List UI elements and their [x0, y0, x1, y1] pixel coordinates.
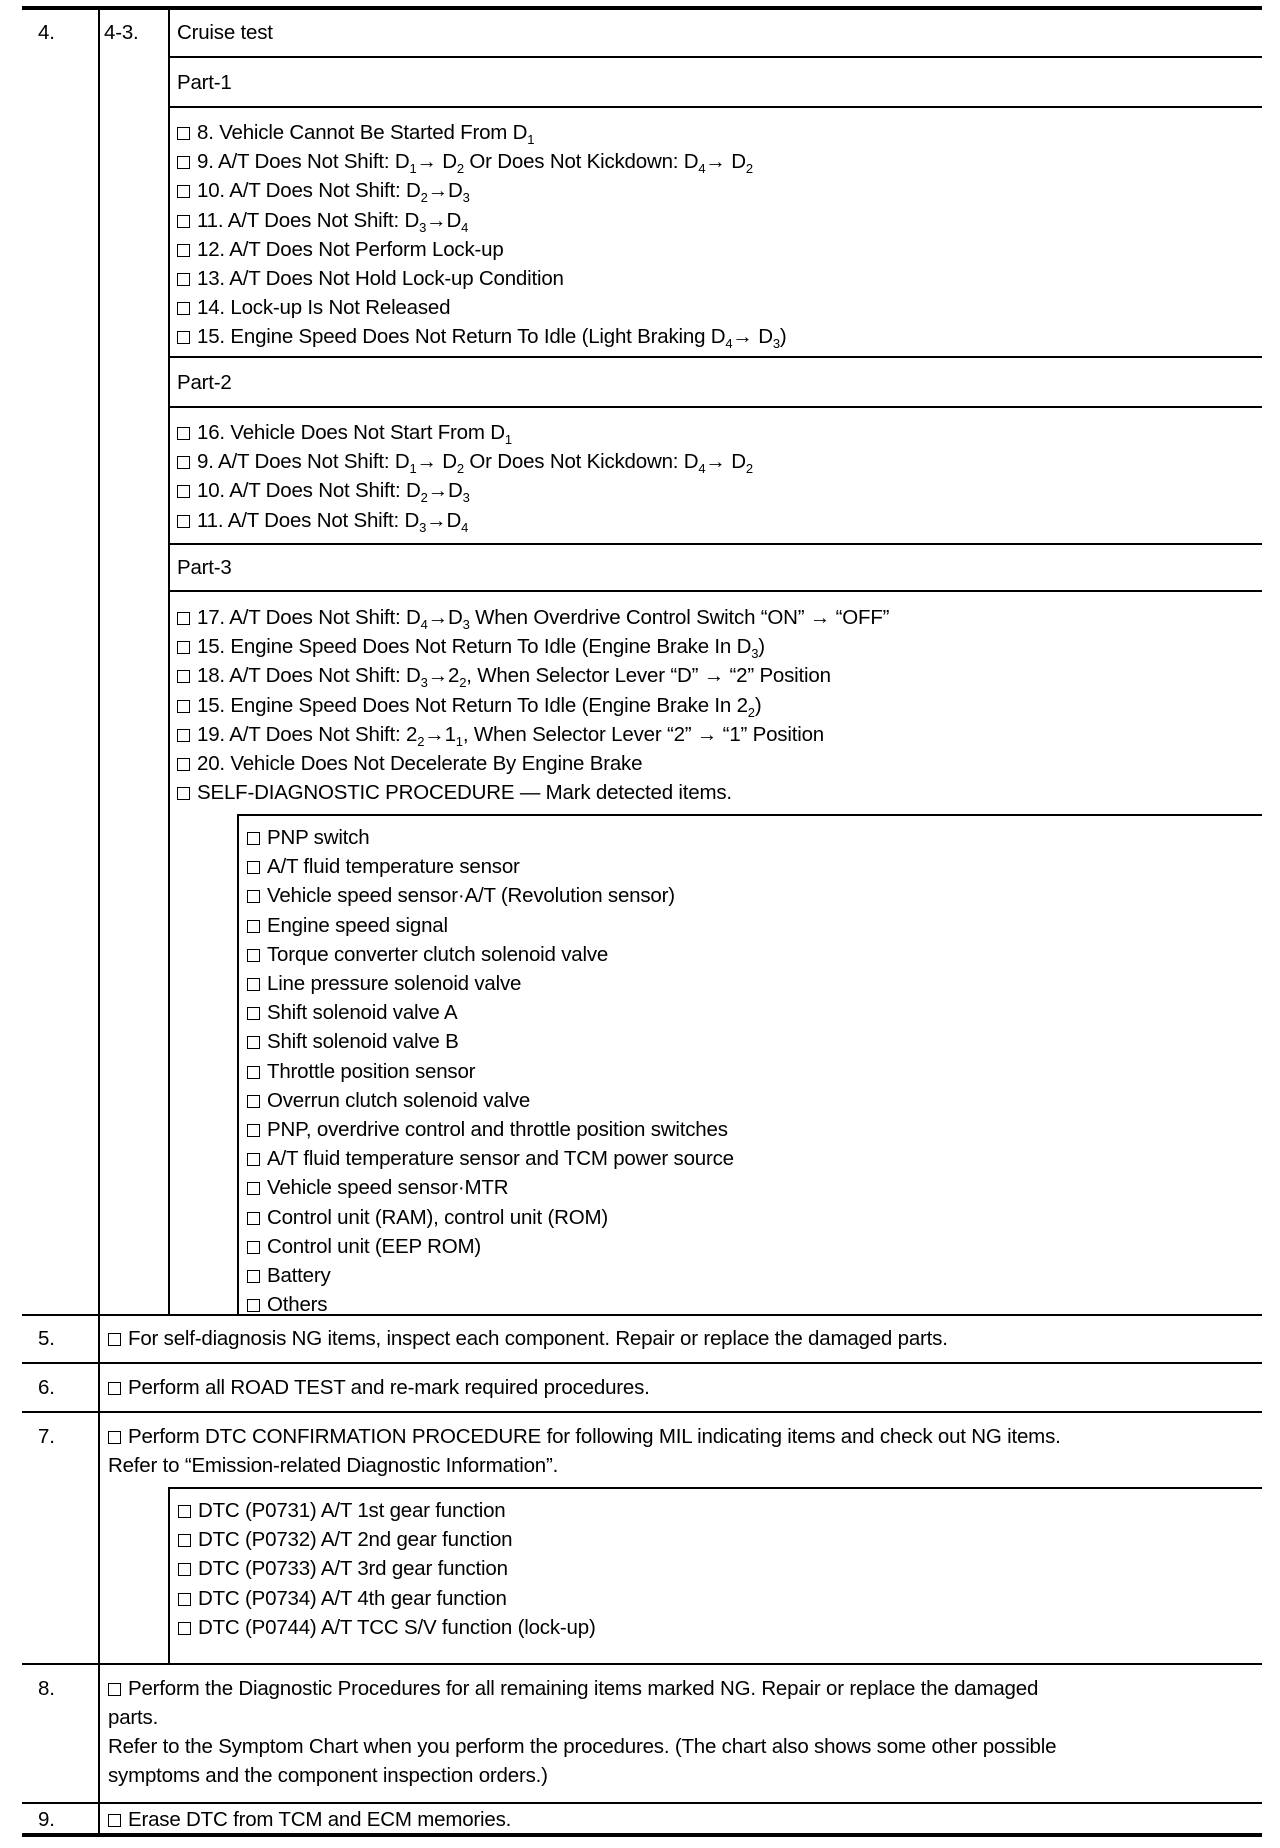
item-text: Throttle position sensor	[267, 1059, 476, 1083]
checkbox[interactable]	[247, 1036, 260, 1049]
checklist-item	[247, 1115, 734, 1144]
checkbox[interactable]	[177, 185, 190, 198]
item-text: )	[758, 635, 765, 659]
step-8-text-line1: Perform the Diagnostic Procedures for all remaining items marked NG. Repair or replace the damaged	[128, 1677, 1039, 1700]
item-text: 11. A/T Does Not Shift: D	[197, 508, 420, 532]
item-text: 18. A/T Does Not Shift: D	[197, 664, 421, 688]
subscript: 2	[417, 733, 425, 749]
subscript: 1	[527, 132, 535, 147]
checklist-item	[177, 603, 889, 632]
step-9-item	[108, 1805, 511, 1834]
dtc-list	[178, 1496, 596, 1642]
checkbox[interactable]	[108, 1333, 121, 1346]
item-text: PNP, overdrive control and throttle position switches	[267, 1118, 728, 1142]
checkbox[interactable]	[177, 156, 190, 169]
checkbox[interactable]	[178, 1563, 191, 1576]
item-text: DTC (P0744) A/T TCC S/V function (lock-up)	[198, 1615, 596, 1639]
subscript: 3	[751, 646, 759, 662]
item-text: 19. A/T Does Not Shift: 2	[197, 722, 418, 746]
checklist-item	[177, 778, 889, 807]
row-divider	[168, 356, 1262, 358]
checklist-item	[177, 322, 787, 351]
item-text: Others	[267, 1293, 328, 1317]
checkbox[interactable]	[177, 758, 190, 771]
part-1-label: Part-1	[177, 71, 232, 94]
step-5-item	[108, 1324, 948, 1353]
subscript: 1	[409, 161, 417, 177]
subscript: 2	[745, 161, 753, 177]
col-divider-selfdiag	[237, 815, 239, 1315]
subscript: 1	[409, 461, 417, 477]
checkbox[interactable]	[178, 1622, 191, 1635]
substep-number: 4-3.	[104, 21, 139, 44]
item-text: 13. A/T Does Not Hold Lock-up Condition	[197, 267, 564, 291]
part-1-list	[177, 118, 787, 352]
item-text: 9. A/T Does Not Shift: D	[197, 150, 410, 174]
subscript: 3	[419, 219, 427, 235]
item-text: When Overdrive Control Switch “ON” → “OFF”	[469, 606, 890, 629]
subscript: 4	[698, 161, 706, 177]
subscript: 1	[504, 432, 512, 447]
item-text: SELF-DIAGNOSTIC PROCEDURE — Mark detected items.	[197, 781, 732, 805]
subscript: 4	[461, 219, 469, 235]
checkbox[interactable]	[177, 515, 190, 528]
checklist-item	[177, 447, 753, 476]
item-text: 10. A/T Does Not Shift: D	[197, 479, 421, 503]
item-text: , When Selector Lever “D” → “2” Position	[466, 664, 831, 688]
checkbox[interactable]	[177, 331, 190, 344]
item-text: A/T fluid temperature sensor	[267, 855, 520, 879]
checklist-item	[177, 264, 787, 293]
col-divider-step	[98, 8, 100, 1836]
step-8-text-line3: Refer to the Symptom Chart when you perform the procedures. (The chart also shows some other possible	[108, 1735, 1057, 1758]
item-text: Control unit (RAM), control unit (ROM)	[267, 1205, 608, 1229]
checkbox[interactable]	[247, 978, 260, 991]
item-text: Or Does Not Kickdown: D	[463, 150, 699, 174]
item-text: 12. A/T Does Not Perform Lock-up	[197, 237, 504, 261]
checklist-item	[177, 293, 787, 322]
item-text: Shift solenoid valve B	[267, 1030, 459, 1054]
checklist-item	[247, 1057, 734, 1086]
part-2-label: Part-2	[177, 371, 232, 394]
item-text: 20. Vehicle Does Not Decelerate By Engine Brake	[197, 752, 643, 776]
step-7-item	[108, 1422, 1258, 1480]
checklist-item	[177, 720, 889, 749]
checkbox[interactable]	[177, 273, 190, 286]
subscript: 4	[725, 336, 733, 352]
item-text: → D	[732, 325, 773, 349]
subscript: 4	[461, 519, 469, 535]
item-text: DTC (P0733) A/T 3rd gear function	[198, 1557, 508, 1581]
checkbox[interactable]	[177, 612, 190, 625]
checklist-item	[247, 1027, 734, 1056]
checkbox[interactable]	[247, 949, 260, 962]
step-number: 8.	[38, 1677, 55, 1700]
checkbox[interactable]	[247, 1270, 260, 1283]
step-number: 4.	[38, 21, 55, 44]
checkbox[interactable]	[247, 1212, 260, 1225]
checklist-item	[247, 1261, 734, 1290]
subscript: 2	[420, 490, 428, 506]
item-text: 15. Engine Speed Does Not Return To Idle (Light Braking D	[197, 325, 726, 349]
step-8-text-line2: parts.	[108, 1706, 159, 1729]
checkbox[interactable]	[247, 890, 260, 903]
item-text: )	[754, 693, 762, 717]
item-text: → D	[416, 450, 457, 474]
item-text: 15. Engine Speed Does Not Return To Idle (Engine Brake In 2	[197, 693, 748, 717]
checkbox[interactable]	[177, 127, 190, 140]
checkbox[interactable]	[247, 1241, 260, 1254]
checklist-item	[177, 176, 787, 205]
checkbox[interactable]	[178, 1593, 191, 1606]
item-text: DTC (P0732) A/T 2nd gear function	[198, 1528, 513, 1552]
checklist-item	[247, 940, 734, 969]
checklist-item	[177, 147, 787, 176]
item-text: Overrun clutch solenoid valve	[267, 1088, 531, 1112]
checklist-item	[177, 418, 753, 447]
checkbox[interactable]	[177, 729, 190, 742]
item-text: →D	[427, 179, 463, 203]
subscript: 2	[456, 161, 464, 177]
item-text: Vehicle speed sensor·A/T (Revolution sensor)	[267, 884, 675, 908]
subscript: 3	[419, 519, 427, 535]
row-divider	[168, 543, 1262, 545]
checklist-item	[178, 1496, 596, 1525]
checkbox[interactable]	[108, 1382, 121, 1395]
subscript: 3	[420, 675, 428, 691]
subscript: 2	[459, 675, 467, 691]
item-text: Shift solenoid valve A	[267, 1001, 458, 1025]
checkbox[interactable]	[177, 485, 190, 498]
table-top-border	[22, 6, 1262, 10]
item-text: Vehicle speed sensor·MTR	[267, 1176, 509, 1200]
item-text: DTC (P0731) A/T 1st gear function	[198, 1499, 506, 1522]
checkbox[interactable]	[177, 427, 190, 440]
checklist-item	[247, 1144, 734, 1173]
item-text: 11. A/T Does Not Shift: D	[197, 208, 420, 232]
row-divider	[168, 56, 1262, 58]
subscript: 4	[698, 461, 706, 477]
item-text: →D	[427, 606, 463, 629]
item-text: , When Selector Lever “2” → “1” Position	[462, 722, 824, 746]
checklist-item	[247, 1086, 734, 1115]
row-divider	[168, 406, 1262, 408]
row-divider	[22, 1802, 1262, 1804]
col-divider-dtc	[168, 1488, 170, 1664]
item-text: → D	[416, 150, 457, 174]
section-title: Cruise test	[177, 21, 273, 44]
checklist-item	[247, 911, 734, 940]
item-text: 10. A/T Does Not Shift: D	[197, 179, 421, 203]
item-text: →D	[426, 208, 462, 232]
item-text: Engine speed signal	[267, 913, 448, 937]
subscript: 4	[420, 617, 428, 632]
item-text: PNP switch	[267, 826, 370, 849]
subscript: 3	[772, 336, 780, 352]
checklist-item	[247, 1290, 734, 1319]
row-divider	[168, 106, 1262, 108]
step-number: 9.	[38, 1808, 55, 1831]
step-8-text-line4: symptoms and the component inspection orders.)	[108, 1764, 548, 1787]
checkbox[interactable]	[247, 920, 260, 933]
checklist-item	[177, 206, 787, 235]
checklist-item	[247, 881, 734, 910]
checkbox[interactable]	[177, 302, 190, 315]
checkbox[interactable]	[177, 244, 190, 257]
subscript: 3	[462, 617, 470, 632]
step-6-item	[108, 1373, 650, 1402]
checklist-item	[177, 661, 889, 690]
checkbox[interactable]	[247, 1182, 260, 1195]
step-5-text: For self-diagnosis NG items, inspect each component. Repair or replace the damaged parts.	[128, 1327, 948, 1350]
step-8-item	[108, 1674, 1258, 1790]
item-text: Or Does Not Kickdown: D	[463, 450, 699, 474]
step-7-text-line2: Refer to “Emission-related Diagnostic Information”.	[108, 1454, 559, 1477]
checkbox[interactable]	[178, 1505, 191, 1518]
step-7-text-line1: Perform DTC CONFIRMATION PROCEDURE for following MIL indicating items and check out NG items.	[128, 1425, 1061, 1448]
checkbox[interactable]	[247, 1007, 260, 1020]
checkbox[interactable]	[177, 456, 190, 469]
step-6-text: Perform all ROAD TEST and re-mark required procedures.	[128, 1376, 650, 1399]
checkbox[interactable]	[177, 641, 190, 654]
subscript: 2	[456, 461, 464, 477]
item-text: 16. Vehicle Does Not Start From D	[197, 421, 505, 444]
item-text: 14. Lock-up Is Not Released	[197, 296, 451, 320]
subscript: 2	[745, 461, 753, 477]
item-text: DTC (P0734) A/T 4th gear function	[198, 1586, 507, 1610]
checklist-item	[178, 1613, 596, 1642]
step-9-text: Erase DTC from TCM and ECM memories.	[128, 1808, 512, 1831]
item-text: Line pressure solenoid valve	[267, 972, 522, 996]
item-text: Control unit (EEP ROM)	[267, 1234, 481, 1258]
checklist-item	[247, 852, 734, 881]
item-text: → D	[705, 150, 746, 174]
item-text: A/T fluid temperature sensor and TCM power source	[267, 1147, 734, 1171]
subscript: 1	[455, 733, 463, 749]
checkbox[interactable]	[177, 787, 190, 800]
step-number: 5.	[38, 1327, 55, 1350]
row-divider	[237, 814, 1262, 816]
checkbox[interactable]	[177, 700, 190, 713]
checkbox[interactable]	[247, 1066, 260, 1079]
checkbox[interactable]	[177, 215, 190, 228]
checkbox[interactable]	[247, 1124, 260, 1137]
item-text: →D	[426, 508, 462, 532]
item-text: →2	[427, 664, 460, 688]
checklist-item	[247, 1203, 734, 1232]
subscript: 3	[462, 490, 470, 506]
part-3-list	[177, 603, 889, 807]
subscript: 3	[462, 190, 470, 206]
item-text: Torque converter clutch solenoid valve	[267, 942, 609, 966]
item-text: 9. A/T Does Not Shift: D	[197, 450, 410, 474]
checkbox[interactable]	[108, 1683, 121, 1696]
part-2-list	[177, 418, 753, 535]
row-divider	[22, 1663, 1262, 1665]
checklist-item	[247, 998, 734, 1027]
row-divider	[168, 590, 1262, 592]
checkbox[interactable]	[108, 1431, 121, 1444]
checklist-item	[177, 235, 787, 264]
step-number: 7.	[38, 1425, 55, 1448]
checkbox[interactable]	[247, 832, 260, 845]
checklist-item	[247, 823, 734, 852]
step-number: 6.	[38, 1376, 55, 1399]
checklist-item	[247, 1173, 734, 1202]
subscript: 2	[747, 704, 755, 720]
part-3-label: Part-3	[177, 556, 232, 579]
row-divider	[22, 1362, 1262, 1364]
checklist-item	[178, 1554, 596, 1583]
item-text: 8. Vehicle Cannot Be Started From D	[197, 121, 528, 144]
self-diagnostic-list	[247, 823, 734, 1319]
checkbox[interactable]	[247, 861, 260, 874]
checklist-item	[177, 749, 889, 778]
item-text: →D	[427, 479, 463, 503]
checkbox[interactable]	[177, 670, 190, 683]
checklist-item	[178, 1584, 596, 1613]
checklist-item	[177, 632, 889, 661]
checkbox[interactable]	[178, 1534, 191, 1547]
row-divider	[168, 1487, 1262, 1489]
checklist-item	[177, 118, 787, 147]
checkbox[interactable]	[247, 1153, 260, 1166]
item-text: 17. A/T Does Not Shift: D	[197, 606, 421, 629]
item-text: →1	[424, 722, 456, 746]
row-divider	[22, 1411, 1262, 1413]
item-text: Battery	[267, 1264, 331, 1288]
checklist-item	[247, 969, 734, 998]
item-text: )	[779, 325, 787, 349]
checkbox[interactable]	[108, 1814, 121, 1827]
subscript: 2	[420, 190, 428, 206]
checklist-item	[177, 476, 753, 505]
checkbox[interactable]	[247, 1299, 260, 1312]
item-text: 15. Engine Speed Does Not Return To Idle (Engine Brake In D	[197, 635, 752, 659]
checklist-item	[247, 1232, 734, 1261]
checklist-item	[178, 1525, 596, 1554]
item-text: → D	[705, 450, 746, 474]
checklist-item	[177, 691, 889, 720]
checklist-item	[177, 506, 753, 535]
col-divider-substep	[168, 8, 170, 1315]
checkbox[interactable]	[247, 1095, 260, 1108]
